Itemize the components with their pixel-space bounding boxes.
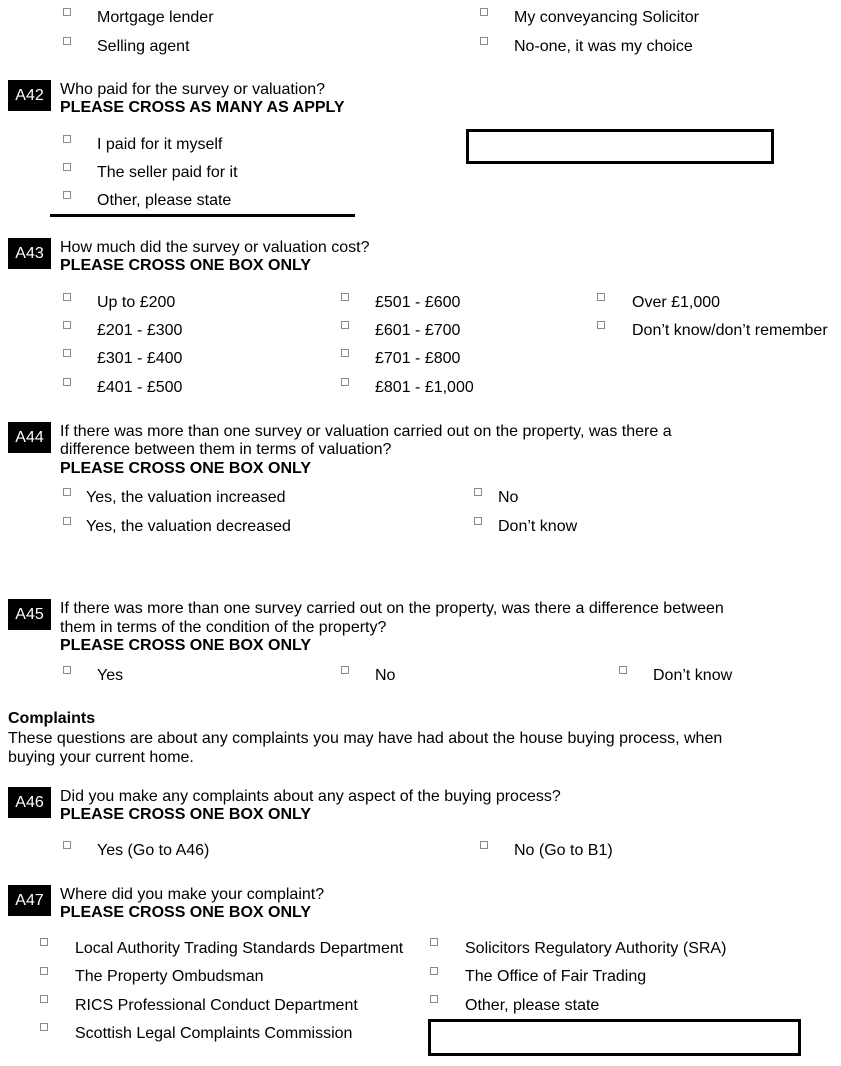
option-label: Yes (Go to A46) (97, 842, 210, 859)
checkbox-no-one[interactable] (480, 37, 488, 45)
option-label: Selling agent (97, 38, 190, 55)
option-label: £801 - £1,000 (375, 379, 474, 396)
other-please-state-input[interactable] (428, 1019, 801, 1056)
question-number-a46: A46 (8, 787, 51, 818)
section-intro-line2: buying your current home. (8, 749, 194, 766)
option-label: Mortgage lender (97, 9, 214, 26)
option-label: Don’t know (653, 667, 733, 684)
question-text-line2: them in terms of the condition of the property? (60, 619, 387, 636)
question-number-a45: A45 (8, 599, 51, 630)
option-label: Scottish Legal Complaints Commission (75, 1025, 353, 1042)
checkbox-201-300[interactable] (63, 321, 71, 329)
question-text: Who paid for the survey or valuation? (60, 81, 326, 98)
option-label: No (Go to B1) (514, 842, 613, 859)
option-label: No (498, 489, 519, 506)
checkbox-yes-go-a46[interactable] (63, 841, 71, 849)
option-label: No (375, 667, 396, 684)
option-label: Up to £200 (97, 294, 176, 311)
divider-line (50, 214, 355, 217)
section-heading: Complaints (8, 710, 96, 727)
checkbox-over-1000[interactable] (597, 293, 605, 301)
checkbox-no[interactable] (341, 666, 349, 674)
option-label: Solicitors Regulatory Authority (SRA) (465, 940, 727, 957)
checkbox-other-state[interactable] (63, 191, 71, 199)
checkbox-scottish-legal[interactable] (40, 1023, 48, 1031)
checkbox-no-go-b1[interactable] (480, 841, 488, 849)
checkbox-701-800[interactable] (341, 349, 349, 357)
option-label: My conveyancing Solicitor (514, 9, 699, 26)
checkbox-sra[interactable] (430, 938, 438, 946)
checkbox-valuation-increased[interactable] (63, 488, 71, 496)
option-label: £401 - £500 (97, 379, 183, 396)
option-label: Don’t know/don’t remember (632, 322, 828, 339)
option-label: £701 - £800 (375, 350, 461, 367)
checkbox-dont-know[interactable] (474, 517, 482, 525)
question-instruction: PLEASE CROSS ONE BOX ONLY (60, 904, 312, 921)
checkbox-601-700[interactable] (341, 321, 349, 329)
question-number-a43: A43 (8, 238, 51, 269)
checkbox-paid-myself[interactable] (63, 135, 71, 143)
checkbox-401-500[interactable] (63, 378, 71, 386)
option-label: Other, please state (465, 997, 600, 1014)
checkbox-301-400[interactable] (63, 349, 71, 357)
option-label: I paid for it myself (97, 136, 223, 153)
question-number-a44: A44 (8, 422, 51, 453)
checkbox-up-to-200[interactable] (63, 293, 71, 301)
option-label: £501 - £600 (375, 294, 461, 311)
question-instruction: PLEASE CROSS ONE BOX ONLY (60, 637, 312, 654)
question-instruction: PLEASE CROSS ONE BOX ONLY (60, 806, 312, 823)
question-number-a42: A42 (8, 80, 51, 111)
checkbox-rics[interactable] (40, 995, 48, 1003)
option-label: Yes (97, 667, 124, 684)
question-instruction: PLEASE CROSS ONE BOX ONLY (60, 257, 312, 274)
checkbox-my-conveyancing-solicitor[interactable] (480, 8, 488, 16)
question-text: How much did the survey or valuation cost? (60, 239, 370, 256)
checkbox-other-state[interactable] (430, 995, 438, 1003)
question-text-line2: difference between them in terms of valuation? (60, 441, 392, 458)
option-label: Yes, the valuation increased (86, 489, 286, 506)
checkbox-dont-know[interactable] (619, 666, 627, 674)
question-text: Where did you make your complaint? (60, 886, 325, 903)
checkbox-property-ombudsman[interactable] (40, 967, 48, 975)
option-label: Other, please state (97, 192, 232, 209)
option-label: Yes, the valuation decreased (86, 518, 291, 535)
checkbox-yes[interactable] (63, 666, 71, 674)
question-instruction: PLEASE CROSS AS MANY AS APPLY (60, 99, 345, 116)
option-label: Local Authority Trading Standards Department (75, 940, 404, 957)
checkbox-selling-agent[interactable] (63, 37, 71, 45)
option-label: The Property Ombudsman (75, 968, 264, 985)
checkbox-dont-know-remember[interactable] (597, 321, 605, 329)
question-instruction: PLEASE CROSS ONE BOX ONLY (60, 460, 312, 477)
checkbox-mortgage-lender[interactable] (63, 8, 71, 16)
checkbox-office-fair-trading[interactable] (430, 967, 438, 975)
question-text-line1: If there was more than one survey or valuation carried out on the property, was there a (60, 423, 672, 440)
other-please-state-input[interactable] (466, 129, 774, 164)
option-label: The seller paid for it (97, 164, 238, 181)
option-label: £601 - £700 (375, 322, 461, 339)
checkbox-seller-paid[interactable] (63, 163, 71, 171)
option-label: The Office of Fair Trading (465, 968, 647, 985)
question-text: Did you make any complaints about any aspect of the buying process? (60, 788, 561, 805)
checkbox-801-1000[interactable] (341, 378, 349, 386)
checkbox-trading-standards[interactable] (40, 938, 48, 946)
section-intro-line1: These questions are about any complaints you may have had about the house buying process, when (8, 730, 723, 747)
checkbox-501-600[interactable] (341, 293, 349, 301)
question-number-a47: A47 (8, 885, 51, 916)
question-text-line1: If there was more than one survey carried out on the property, was there a difference between (60, 600, 724, 617)
checkbox-no[interactable] (474, 488, 482, 496)
option-label: £201 - £300 (97, 322, 183, 339)
option-label: £301 - £400 (97, 350, 183, 367)
option-label: Don’t know (498, 518, 578, 535)
option-label: RICS Professional Conduct Department (75, 997, 358, 1014)
option-label: Over £1,000 (632, 294, 721, 311)
checkbox-valuation-decreased[interactable] (63, 517, 71, 525)
option-label: No-one, it was my choice (514, 38, 693, 55)
